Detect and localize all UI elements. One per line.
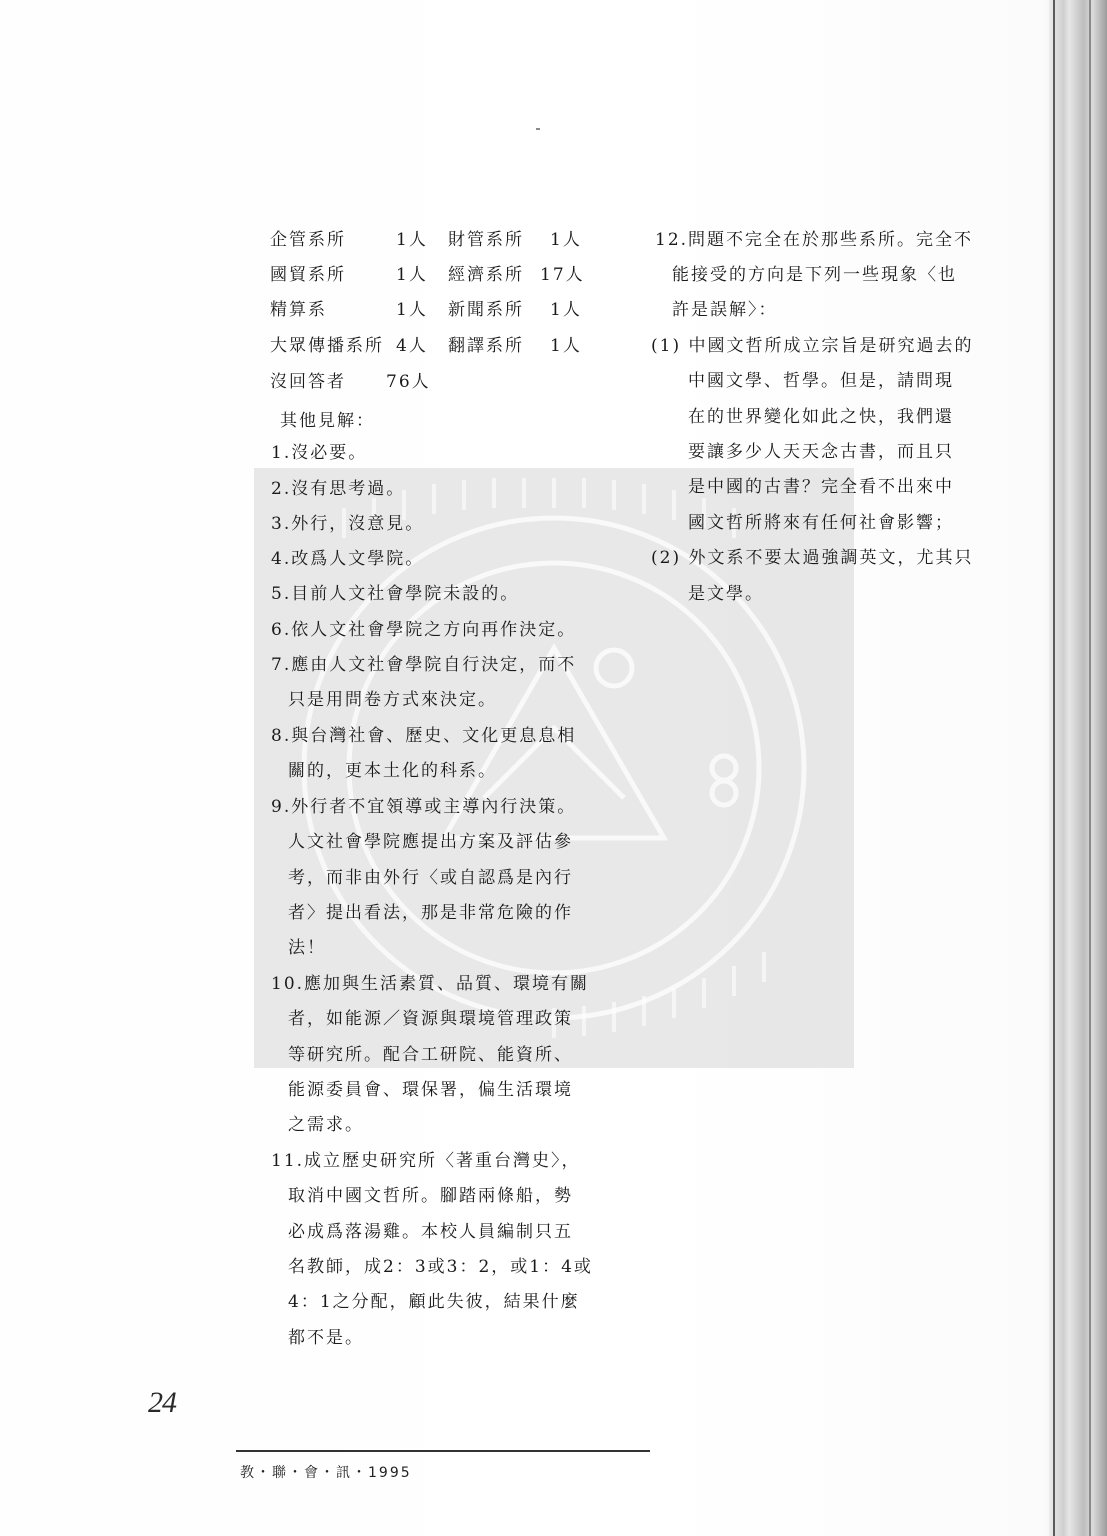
gutter-edge-line (1089, 0, 1091, 1536)
gutter-edge-line (1053, 0, 1055, 1536)
page-number: 24 (148, 1386, 176, 1419)
other-opinions-heading (280, 406, 375, 431)
book-gutter (1049, 0, 1107, 1536)
department-name: 國貿系所 (270, 265, 346, 285)
no-answer-label: 沒回答者 (270, 372, 346, 392)
text-line: 者〉提出看法，那是非常危險的作 (288, 903, 573, 923)
text-line: 是文學。 (688, 584, 764, 604)
text-line: 只是用問卷方式來決定。 (288, 690, 497, 710)
text-line: 等研究所。配合工研院、能資所、 (288, 1045, 573, 1065)
department-count: 1人 (396, 300, 428, 320)
text-line: 12.問題不完全在於那些系所。完全不 (655, 230, 974, 250)
text-line: 能源委員會、環保署，偏生活環境 (288, 1080, 573, 1100)
text-line: 關的，更本土化的科系。 (288, 761, 497, 781)
text-line: 4.改爲人文學院。 (271, 549, 425, 569)
text-line: 6.依人文社會學院之方向再作決定。 (271, 620, 577, 640)
department-count: 4人 (396, 336, 428, 356)
text-line: 法！ (288, 938, 326, 958)
department-name: 經濟系所 (448, 265, 524, 285)
department-name: 新聞系所 (448, 300, 524, 320)
department-count: 17人 (540, 265, 585, 285)
text-line: 取消中國文哲所。腳踏兩條船，勢 (288, 1186, 573, 1206)
text-line: 要讓多少人天天念古書，而且只 (688, 442, 954, 462)
text-line: 9.外行者不宜領導或主導內行決策。 (271, 797, 577, 817)
no-answer-count: 76人 (386, 372, 431, 392)
department-name: 大眾傳播系所 (270, 336, 384, 356)
text-line: 能接受的方向是下列一些現象〈也 (672, 265, 957, 285)
section-heading: 其他見解： (280, 411, 375, 431)
department-name: 精算系 (270, 300, 327, 320)
department-name: 企管系所 (270, 230, 346, 250)
text-line: 必成爲落湯雞。本校人員編制只五 (288, 1222, 573, 1242)
department-name: 翻譯系所 (448, 336, 524, 356)
text-line: 是中國的古書？完全看不出來中 (688, 477, 954, 497)
text-line: 名教師，成2：3或3：2，或1：4或 (288, 1257, 593, 1277)
footer-divider (236, 1450, 650, 1452)
text-line: 2.沒有思考過。 (271, 479, 406, 499)
text-line: 中國文學、哲學。但是，請問現 (688, 371, 954, 391)
text-line: (1) 中國文哲所成立宗旨是研究過去的 (651, 336, 974, 356)
text-line: 都不是。 (288, 1328, 364, 1348)
scan-speck (536, 128, 540, 130)
text-line: 國文哲所將來有任何社會影響； (688, 513, 954, 533)
department-count: 1人 (396, 265, 428, 285)
text-line: 7.應由人文社會學院自行決定，而不 (271, 655, 577, 675)
text-line: 3.外行，沒意見。 (271, 514, 425, 534)
text-line: 1.沒必要。 (271, 443, 368, 463)
department-count: 1人 (550, 230, 582, 250)
text-line: 之需求。 (288, 1115, 364, 1135)
department-count: 1人 (550, 300, 582, 320)
text-line: 在的世界變化如此之快，我們還 (688, 407, 954, 427)
text-line: 許是誤解〉： (672, 300, 778, 320)
text-line: 8.與台灣社會、歷史、文化更息息相 (271, 726, 577, 746)
department-name: 財管系所 (448, 230, 524, 250)
text-line: 5.目前人文社會學院未設的。 (271, 584, 520, 604)
text-line: 考，而非由外行〈或自認爲是內行 (288, 868, 573, 888)
department-count: 1人 (396, 230, 428, 250)
footer-publication-title: 教・聯・會・訊・1995 (240, 1465, 412, 1481)
text-line: (2) 外文系不要太過強調英文，尤其只 (651, 548, 974, 568)
text-line: 4：1之分配，顧此失彼，結果什麼 (288, 1292, 580, 1312)
text-line: 者，如能源／資源與環境管理政策 (288, 1009, 573, 1029)
text-line: 11.成立歷史研究所〈著重台灣史〉， (271, 1151, 581, 1171)
department-count: 1人 (550, 336, 582, 356)
text-line: 10.應加與生活素質、品質、環境有關 (271, 974, 590, 994)
text-line: 人文社會學院應提出方案及評估參 (288, 832, 573, 852)
